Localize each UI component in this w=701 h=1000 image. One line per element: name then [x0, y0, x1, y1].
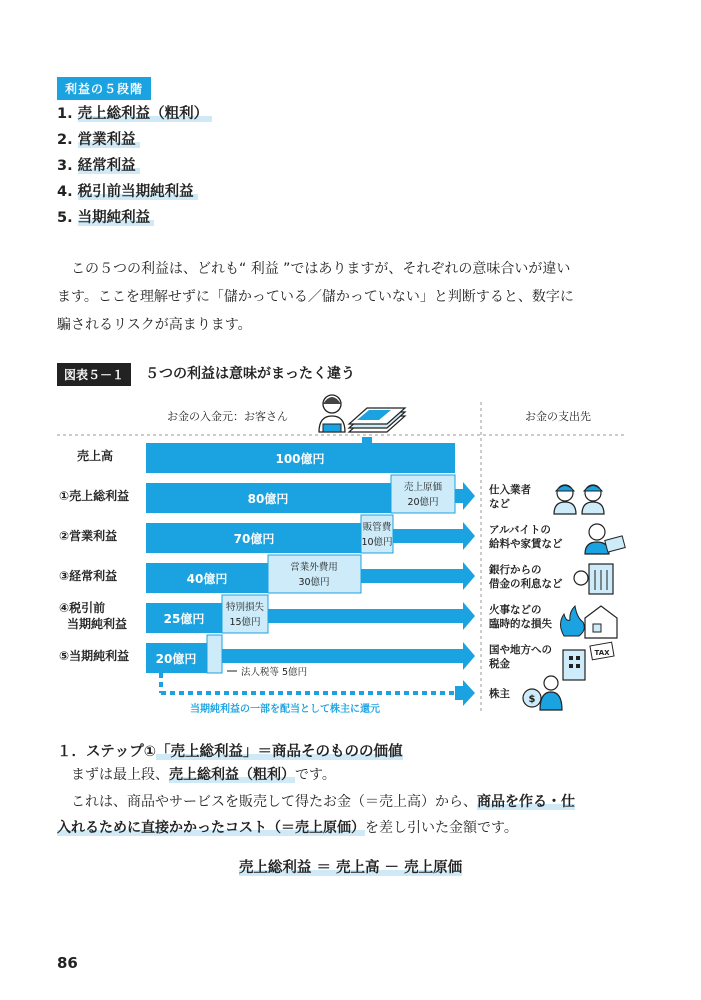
arrow-right-icon — [455, 482, 475, 510]
arrow-right-icon — [455, 602, 475, 630]
arrow-right-icon — [455, 680, 475, 706]
list-item: 4. 税引前当期純利益 — [57, 181, 212, 207]
svg-text:20億円: 20億円 — [407, 497, 439, 508]
bank-icon — [574, 564, 613, 594]
svg-text:仕入業者: 仕入業者 — [489, 484, 531, 496]
svg-text:販管費: 販管費 — [362, 522, 392, 533]
list-item: 1. 売上総利益（粗利） — [57, 103, 212, 129]
svg-text:15億円: 15億円 — [229, 617, 261, 628]
body-line: 入れるために直接かかったコスト（＝売上原価）を差し引いた金額です。 — [57, 820, 518, 836]
formula: 売上総利益 ＝ 売上高 － 売上原価 — [238, 860, 463, 876]
svg-text:火事などの: 火事などの — [489, 604, 542, 616]
bar-value: 100億円 — [275, 452, 325, 466]
profit-diagram — [57, 392, 647, 722]
row-label: ⑤当期純利益 — [59, 649, 130, 663]
svg-text:国や地方への: 国や地方への — [489, 644, 552, 656]
header-out: お金の支出先 — [525, 410, 591, 423]
svg-text:10億円: 10億円 — [361, 537, 393, 548]
svg-text:株主: 株主 — [489, 688, 510, 700]
figure-label: 図表５－１ — [57, 363, 131, 386]
customer-icon — [319, 395, 345, 432]
dividend-note: 当期純利益の一部を配当として株主に還元 — [190, 704, 380, 715]
svg-text:臨時的な損失: 臨時的な損失 — [489, 618, 552, 630]
money-stack-icon — [349, 408, 405, 432]
svg-text:30億円: 30億円 — [298, 577, 330, 588]
flow-band — [268, 609, 455, 623]
list-item: 2. 営業利益 — [57, 129, 212, 155]
row-label: ②営業利益 — [59, 529, 118, 543]
svg-text:特別損失: 特別損失 — [225, 602, 265, 613]
shareholder-icon — [523, 676, 562, 710]
arrow-right-icon — [455, 642, 475, 670]
intro-paragraph: この５つの利益は、どれも“ 利益 ”ではありますが、それぞれの意味合いが違い ます。ここを理解せずに「儲かっている／儲かっていない」と判断すると、数字に 騙されるリスクが高まります。 — [57, 261, 574, 333]
bar-value: 70億円 — [233, 532, 275, 546]
flow-band — [393, 529, 455, 543]
part-timer-icon — [585, 524, 625, 554]
svg-text:TAX: TAX — [594, 649, 610, 657]
list-item: 5. 当期純利益 — [57, 207, 212, 233]
body-line: まずは最上段、売上総利益（粗利）です。 — [71, 767, 336, 783]
bar-value: 80億円 — [247, 492, 289, 506]
fire-icon — [561, 606, 618, 638]
svg-text:給料や家賃など: 給料や家賃など — [489, 538, 563, 550]
levels-list — [57, 103, 212, 233]
row-label: ④税引前 — [59, 601, 106, 615]
svg-text:売上原価: 売上原価 — [403, 482, 443, 493]
svg-text:法人税等 5億円: 法人税等 5億円 — [241, 667, 308, 678]
flow-band — [361, 569, 455, 583]
bar-value: 40億円 — [186, 572, 228, 586]
bar-value: 25億円 — [163, 612, 205, 626]
arrow-right-icon — [455, 562, 475, 590]
svg-text:借金の利息など: 借金の利息など — [489, 578, 563, 590]
tax-building-icon — [563, 642, 614, 680]
deduct-box — [207, 635, 222, 673]
bar-value: 20億円 — [155, 652, 197, 666]
page-number: 86 — [57, 954, 78, 972]
body-line: これは、商品やサービスを販売して得たお金（＝売上高）から、商品を作る・仕 — [71, 794, 575, 810]
header-in: お金の入金元：お客さん — [167, 410, 288, 423]
list-item: 3. 経常利益 — [57, 155, 212, 181]
row-label: 当期純利益 — [67, 617, 128, 631]
svg-text:営業外費用: 営業外費用 — [290, 562, 338, 573]
svg-text:$: $ — [528, 694, 536, 705]
worker-icon — [554, 485, 604, 514]
svg-text:税金: 税金 — [489, 658, 510, 670]
figure-title: ５つの利益は意味がまったく違う — [145, 366, 355, 382]
svg-text:など: など — [489, 498, 510, 510]
svg-text:アルバイトの: アルバイトの — [489, 524, 551, 536]
section-heading: １．ステップ①「売上総利益」＝商品そのものの価値 — [57, 744, 403, 760]
svg-text:銀行からの: 銀行からの — [489, 564, 542, 576]
flow-band — [222, 649, 455, 663]
row-label: 売上高 — [77, 449, 114, 463]
arrow-right-icon — [455, 522, 475, 550]
row-label: ③経常利益 — [59, 569, 118, 583]
section-tag: 利益の５段階 — [57, 77, 151, 100]
row-label: ①売上総利益 — [59, 489, 130, 503]
